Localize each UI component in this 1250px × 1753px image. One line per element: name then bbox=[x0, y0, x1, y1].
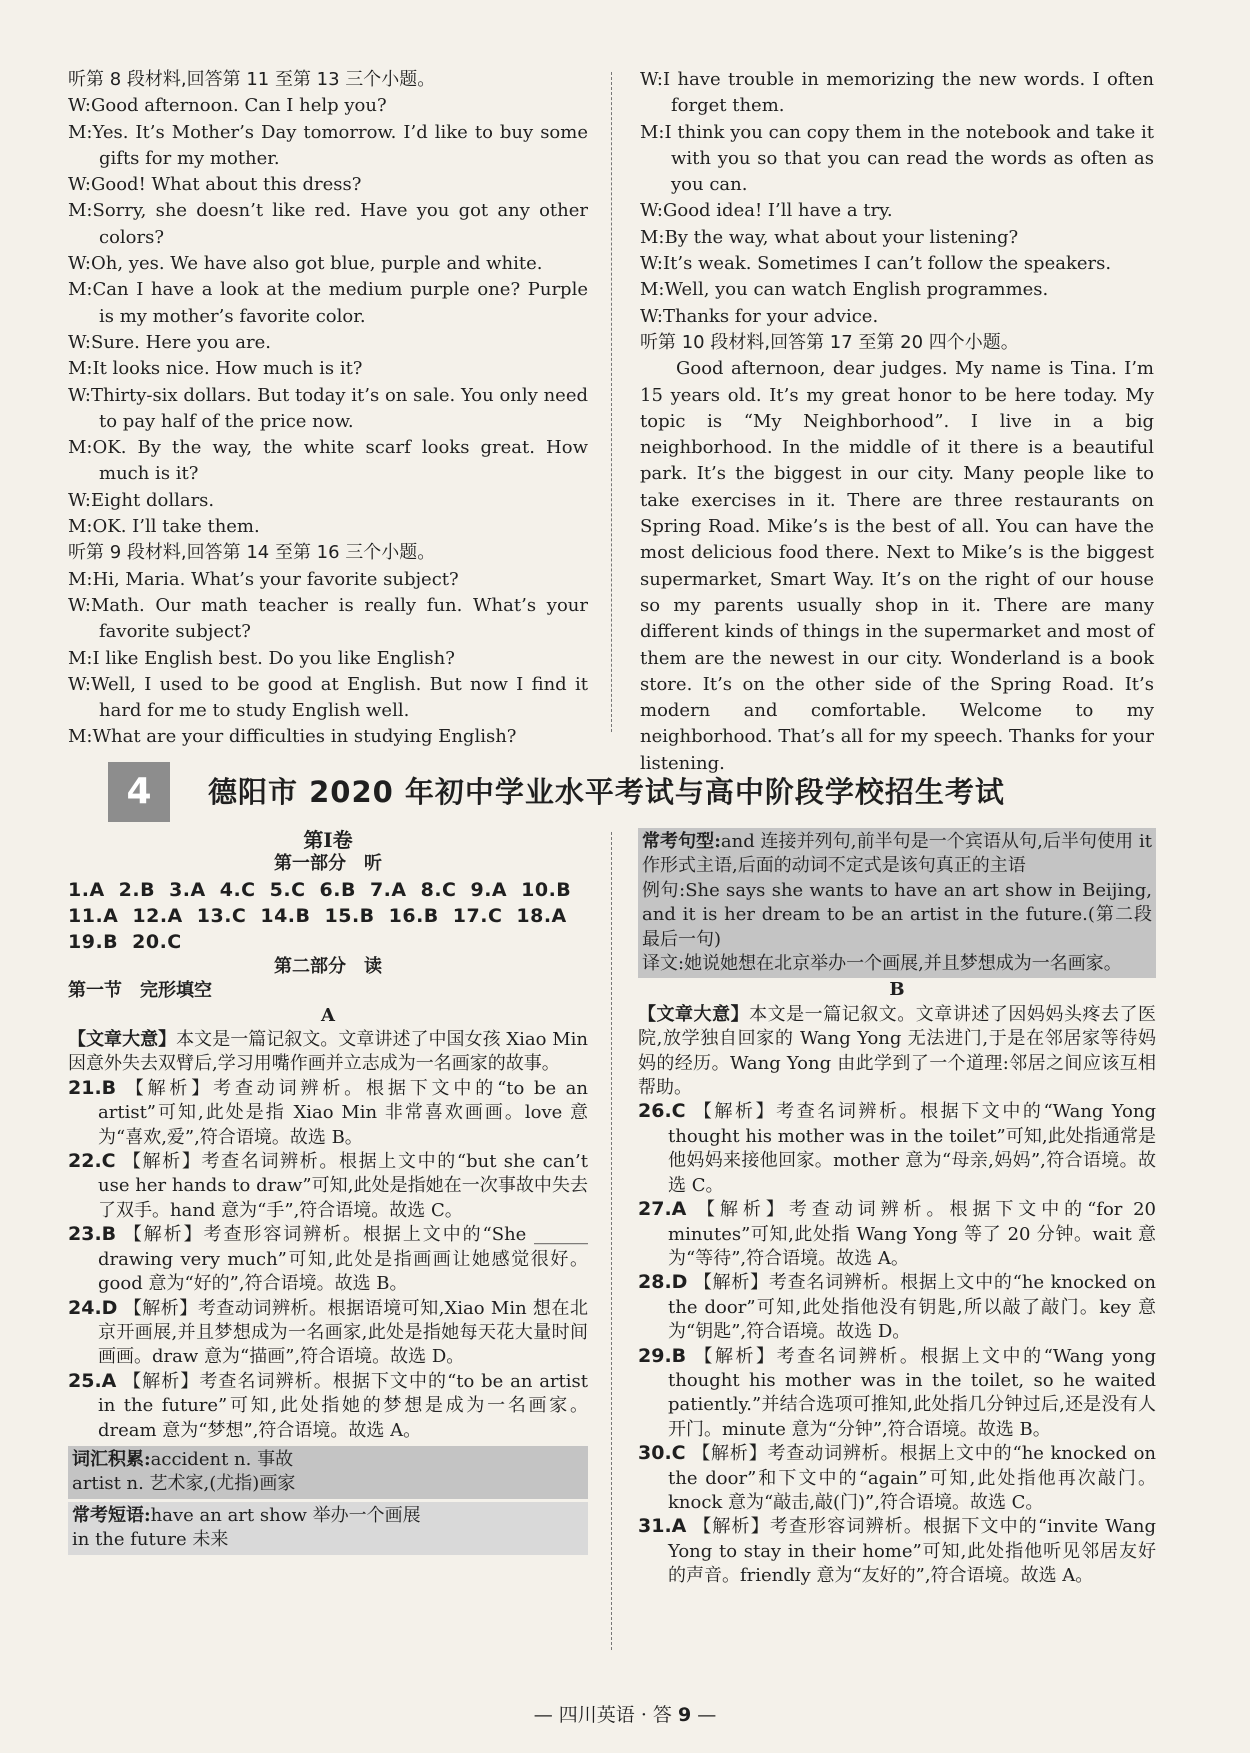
dialogue-line: M:I like English best. Do you like English? bbox=[68, 647, 455, 669]
question-number: 24.D bbox=[68, 1296, 118, 1319]
passage-label: A bbox=[321, 1004, 335, 1026]
footer-dash: — bbox=[533, 1704, 553, 1726]
dialogue-line: M:It looks nice. How much is it? bbox=[68, 358, 363, 380]
dialogue-line: W:Oh, yes. We have also got blue, purple and white. bbox=[68, 253, 543, 275]
answer-column-right bbox=[638, 828, 1156, 1589]
question-number: 29.B bbox=[638, 1344, 687, 1367]
explanation-text: 【解析】考查名词辨析。根据上文中的“but she can’t use her hands to draw”可知,此处是指她在一次事故中失去了双手。hand 意为“手”,符合语境。故选 C。 bbox=[98, 1151, 588, 1221]
answer-key: 3.A bbox=[169, 878, 206, 901]
exam-section-header bbox=[108, 762, 1158, 822]
answer-key: 16.B bbox=[388, 904, 439, 927]
question-number: 25.A bbox=[68, 1369, 117, 1392]
dialogue-line: W:Sure. Here you are. bbox=[68, 331, 271, 353]
explanation-text: 【解析】考查动词辨析。根据语境可知,Xiao Min 想在北京开画展,并且梦想成为一名画家,此处是指她每天花大量时间画画。draw 意为“描画”,符合语境。故选 D。 bbox=[98, 1297, 588, 1368]
summary-tag: 【文章大意】 bbox=[68, 1029, 177, 1051]
answer-explanation bbox=[638, 1515, 1156, 1588]
dialogue-line: W:Good idea! I’ll have a try. bbox=[640, 200, 893, 222]
answer-explanation bbox=[68, 1150, 588, 1223]
answer-key: 17.C bbox=[452, 904, 503, 927]
answer-row bbox=[68, 929, 588, 955]
dialogue-line: M:Sorry, she doesn’t like red. Have you got any other colors? bbox=[68, 200, 588, 248]
answer-column-left bbox=[68, 828, 588, 1555]
summary-text: 本文是一篇记叙文。文章讲述了因妈妈头疼去了医院,放学独自回家的 Wang Yong 无法进门,于是在邻居家等待妈妈的经历。Wang Yong 由此学到了一个道理:邻居之间应该互相帮助。 bbox=[638, 1003, 1157, 1099]
dialogue-line: W:It’s weak. Sometimes I can’t follow the speakers. bbox=[640, 253, 1112, 275]
part-title: 第一部分 听 bbox=[274, 853, 382, 875]
question-number: 23.B bbox=[68, 1223, 117, 1246]
phrase-item: in the future 未来 bbox=[72, 1529, 229, 1551]
translation-tag: 译文: bbox=[642, 953, 685, 975]
vocab-item: artist n. 艺术家,(尤指)画家 bbox=[72, 1473, 296, 1495]
dialogue-line: W:Good afternoon. Can I help you? bbox=[68, 95, 387, 117]
dialogue-line: M:OK. I’ll take them. bbox=[68, 516, 260, 538]
answer-key: 6.B bbox=[319, 878, 356, 901]
example bbox=[642, 879, 1152, 952]
question-number: 26.C bbox=[638, 1100, 686, 1123]
section-number: 4 bbox=[108, 762, 170, 822]
question-number: 31.A bbox=[638, 1515, 687, 1538]
translation-text: 她说她想在北京举办一个画展,并且梦想成为一名画家。 bbox=[684, 953, 1122, 975]
explanation-text: 【解析】考查名词辨析。根据上文中的“he knocked on the door”可知,此处指他没有钥匙,所以敲了敲门。key 意为“钥匙”,符合语境。故选 D。 bbox=[668, 1272, 1156, 1343]
listening-script-right bbox=[640, 67, 1154, 777]
explanation-text: 【解析】考查动词辨析。根据下文中的“for 20 minutes”可知,此处指 Wang Yong 等了 20 分钟。wait 意为“等待”,符合语境。故选 A。 bbox=[668, 1199, 1156, 1269]
answer-explanation bbox=[68, 1297, 588, 1370]
speech-paragraph: Good afternoon, dear judges. My name is Tina. I’m 15 years old. It’s my great honor to be here today. My topic is “My Neighborhood”. I live in a big neighborhood. In the middle of it there is a beautiful park. It’s the biggest in our city. Many people like to take exercises in it. There are three restaurants on Spring Road. Mike’s is the best of all. You can have the most delicious food there. Next to Mike’s is the biggest supermarket, Smart Way. It’s on the right of our house so my parents usually shop in it. There are many different kinds of things in the supermarket and most of them are the newest in our city. Wonderland is a book store. It’s on the other side of the Spring Road. It’s modern and comfortable. Welcome to my neighborhood. That’s all for my speech. Thanks for your listening. bbox=[640, 358, 1154, 774]
section-heading: 听第 10 段材料,回答第 17 至第 20 四个小题。 bbox=[640, 331, 1019, 353]
answer-key: 14.B bbox=[260, 904, 311, 927]
footer-label: 四川英语 · 答 bbox=[558, 1704, 672, 1726]
dialogue-line: W:Thanks for your advice. bbox=[640, 305, 879, 327]
dialogue-line: M:I think you can copy them in the notebook and take it with you so that you can read the words as often as you can. bbox=[640, 121, 1154, 196]
answer-key: 15.B bbox=[324, 904, 375, 927]
answer-explanation bbox=[638, 1100, 1156, 1198]
summary-tag: 【文章大意】 bbox=[638, 1003, 750, 1025]
footer-dash: — bbox=[697, 1704, 717, 1726]
explanation-text: 【解析】考查动词辨析。根据上文中的“he knocked on the door”和下文中的“again”可知,此处指他再次敲门。knock 意为“敲击,敲(门)”,符合语境。故选 C。 bbox=[668, 1443, 1156, 1513]
answer-key: 8.C bbox=[420, 878, 457, 901]
summary bbox=[638, 1003, 1156, 1101]
section-heading: 听第 9 段材料,回答第 14 至第 16 三个小题。 bbox=[68, 542, 436, 564]
question-number: 30.C bbox=[638, 1442, 686, 1465]
vocab-item: accident n. 事故 bbox=[150, 1448, 294, 1470]
vocab-tag: 词汇积累: bbox=[72, 1448, 151, 1470]
question-number: 27.A bbox=[638, 1198, 687, 1221]
answer-explanation bbox=[638, 1198, 1156, 1271]
passage-label: B bbox=[889, 979, 905, 1001]
answer-key: 4.C bbox=[219, 878, 256, 901]
answer-key: 7.A bbox=[369, 878, 407, 901]
page-footer bbox=[0, 1700, 1250, 1727]
sentence-pattern-box bbox=[638, 828, 1156, 978]
answer-key: 9.A bbox=[470, 878, 508, 901]
pattern bbox=[642, 830, 1152, 879]
answer-explanation bbox=[638, 1271, 1156, 1344]
answer-key: 5.C bbox=[269, 878, 306, 901]
answer-explanation bbox=[638, 1345, 1156, 1443]
listening-script-left bbox=[68, 67, 588, 751]
dialogue-line: M:By the way, what about your listening? bbox=[640, 226, 1019, 248]
explanation-text: 【解析】考查动词辨析。根据下文中的“to be an artist”可知,此处是指 Xiao Min 非常喜欢画画。love 意为“喜欢,爱”,符合语境。故选 B。 bbox=[98, 1077, 588, 1148]
dialogue-line: W:Well, I used to be good at English. But now I find it hard for me to study English well. bbox=[68, 673, 588, 722]
dialogue-line: W:Math. Our math teacher is really fun. What’s your favorite subject? bbox=[68, 594, 588, 643]
answer-row bbox=[68, 903, 588, 929]
question-number: 28.D bbox=[638, 1271, 688, 1294]
column-divider bbox=[611, 72, 612, 732]
answer-row bbox=[68, 877, 588, 903]
answer-key: 13.C bbox=[196, 904, 247, 927]
answer-key: 20.C bbox=[132, 930, 182, 953]
phrase-tag: 常考短语: bbox=[72, 1504, 151, 1526]
phrase-item: have an art show 举办一个画展 bbox=[150, 1504, 421, 1526]
answer-key: 2.B bbox=[118, 878, 156, 901]
explanation-text: 【解析】考查形容词辨析。根据下文中的“invite Wang Yong to stay in their home”可知,此处指他听见邻居友好的声音。friendly 意为“友好的”,符合语境。故选 A。 bbox=[668, 1516, 1156, 1587]
answer-key: 11.A bbox=[68, 904, 119, 927]
answer-key: 12.A bbox=[132, 904, 183, 927]
translation bbox=[642, 952, 1152, 976]
phrase-box bbox=[68, 1502, 588, 1555]
example-text: She says she wants to have an art show in Beijing, and it is her dream to be an artist in the future.(第二段最后一句) bbox=[642, 879, 1152, 950]
dialogue-line: W:Eight dollars. bbox=[68, 489, 215, 511]
volume-title: 第Ⅰ卷 bbox=[303, 828, 353, 852]
phrase-line bbox=[72, 1504, 584, 1528]
dialogue-line: M:Well, you can watch English programmes. bbox=[640, 279, 1049, 301]
answer-explanation bbox=[68, 1223, 588, 1296]
vocab-box bbox=[68, 1446, 588, 1499]
summary-text: 本文是一篇记叙文。文章讲述了中国女孩 Xiao Min 因意外失去双臂后,学习用嘴作画并立志成为一名画家的故事。 bbox=[68, 1029, 588, 1075]
dialogue-line: W:Thirty-six dollars. But today it’s on sale. You only need to pay half of the price now. bbox=[68, 384, 588, 432]
question-number: 21.B bbox=[68, 1076, 117, 1099]
answer-key: 19.B bbox=[68, 930, 119, 953]
section-heading: 听第 8 段材料,回答第 11 至第 13 三个小题。 bbox=[68, 69, 436, 90]
pattern-tag: 常考句型: bbox=[642, 831, 721, 852]
answer-explanation bbox=[68, 1077, 588, 1150]
answer-key: 18.A bbox=[516, 904, 567, 927]
question-number: 22.C bbox=[68, 1150, 116, 1173]
subsection-title: 第一节 完形填空 bbox=[68, 980, 212, 1002]
dialogue-line: M:Yes. It’s Mother’s Day tomorrow. I’d like to buy some gifts for my mother. bbox=[68, 121, 588, 169]
explanation-text: 【解析】考查名词辨析。根据上文中的“Wang yong thought his mother was in the toilet, so he waited patiently.”并结合选项可推知,此处指几分钟过后,还是没有人开门。minute 意为“分钟”,符合语境。故选 B。 bbox=[668, 1345, 1156, 1440]
column-divider bbox=[611, 832, 612, 1650]
explanation-text: 【解析】考查形容词辨析。根据上文中的“She ______ drawing very much”可知,此处是指画画让她感觉很好。good 意为“好的”,符合语境。故选 B。 bbox=[98, 1224, 588, 1295]
answer-explanation bbox=[638, 1442, 1156, 1515]
section-title: 德阳市 2020 年初中学业水平考试与高中阶段学校招生考试 bbox=[208, 775, 1005, 809]
dialogue-line: M:What are your difficulties in studying English? bbox=[68, 726, 517, 748]
dialogue-line: M:Can I have a look at the medium purple one? Purple is my mother’s favorite color. bbox=[68, 279, 588, 327]
dialogue-line: M:Hi, Maria. What’s your favorite subject? bbox=[68, 568, 459, 590]
answer-key: 1.A bbox=[68, 878, 105, 901]
dialogue-line: W:I have trouble in memorizing the new words. I often forget them. bbox=[640, 69, 1154, 117]
answer-explanation bbox=[68, 1370, 588, 1443]
explanation-text: 【解析】考查名词辨析。根据下文中的“to be an artist in the future”可知,此处指她的梦想是成为一名画家。dream 意为“梦想”,符合语境。故选 A。 bbox=[98, 1370, 588, 1441]
summary bbox=[68, 1028, 588, 1077]
explanation-text: 【解析】考查名词辨析。根据下文中的“Wang Yong thought his mother was in the toilet”可知,此处指通常是他妈妈来接他回家。mother 意为“母亲,妈妈”,符合语境。故选 C。 bbox=[668, 1101, 1156, 1196]
part-title: 第二部分 读 bbox=[274, 955, 382, 977]
example-tag: 例句: bbox=[642, 879, 686, 901]
dialogue-line: M:OK. By the way, the white scarf looks great. How much is it? bbox=[68, 437, 588, 485]
page-number: 9 bbox=[677, 1704, 692, 1726]
answer-key: 10.B bbox=[521, 878, 572, 901]
dialogue-line: W:Good! What about this dress? bbox=[68, 174, 362, 196]
vocab-line bbox=[72, 1448, 584, 1472]
pattern-text: and 连接并列句,前半句是一个宾语从句,后半句使用 it 作形式主语,后面的动词不定式是该句真正的主语 bbox=[642, 831, 1152, 877]
